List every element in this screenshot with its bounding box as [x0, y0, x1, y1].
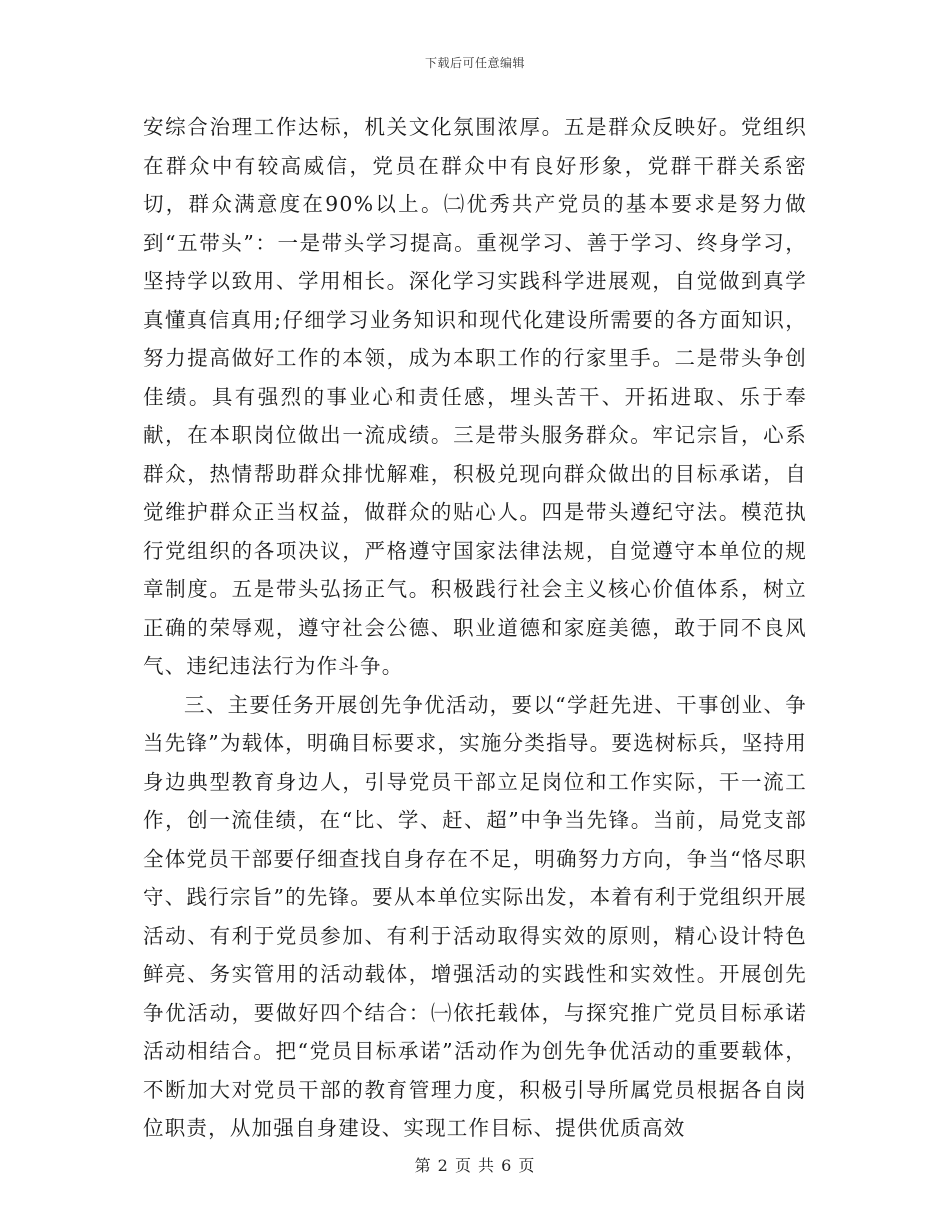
page-header: 下载后可任意编辑 [424, 56, 525, 70]
footer-middle: 页 共 [454, 1156, 496, 1175]
footer-suffix: 页 [518, 1156, 536, 1175]
paragraph-2: 三、主要任务开展创先争优活动，要以“学赶先进、干事创业、争当先锋”为载体，明确目标要求，实施分类指导。要选树标兵，坚持用身边典型教育身边人，引导党员干部立足岗位和工作实际，干一流工作，创一流佳绩，在“比、学、赶、超”中争当先锋。当前，局党支部全体党员干部要仔细查找自身存在不足，明确努力方向，争当“恪尽职守、践行宗旨”的先锋。要从本单位实际出发，本着有利于党组织开展活动、有利于党员参加、有利于活动取得实效的原则，精心设计特色鲜亮、务实管用的活动载体，增强活动的实践性和实效性。开展创先争优活动，要做好四个结合：㈠依托载体，与探究推广党员目标承诺活动相结合。把“党员目标承诺”活动作为创先争优活动的重要载体，不断加大对党员干部的教育管理力度，积极引导所属党员根据各自岗位职责，从加强自身建设、实现工作目标、提供优质高效 [143, 692, 807, 1140]
footer-total-pages: 6 [501, 1156, 513, 1175]
page-footer [0, 1153, 950, 1176]
document-body [143, 108, 807, 1148]
footer-current-page: 2 [437, 1156, 449, 1175]
footer-prefix: 第 [414, 1156, 432, 1175]
paragraph-1: 安综合治理工作达标，机关文化氛围浓厚。五是群众反映好。党组织在群众中有较高威信，党员在群众中有良好形象，党群干群关系密切，群众满意度在90%以上。㈡优秀共产党员的基本要求是努力做到“五带头”：一是带头学习提高。重视学习、善于学习、终身学习，坚持学以致用、学用相长。深化学习实践科学进展观，自觉做到真学真懂真信真用;仔细学习业务知识和现代化建设所需要的各方面知识，努力提高做好工作的本领，成为本职工作的行家里手。二是带头争创佳绩。具有强烈的事业心和责任感，埋头苦干、开拓进取、乐于奉献，在本职岗位做出一流成绩。三是带头服务群众。牢记宗旨，心系群众，热情帮助群众排忧解难，积极兑现向群众做出的目标承诺，自觉维护群众正当权益，做群众的贴心人。四是带头遵纪守法。模范执行党组织的各项决议，严格遵守国家法律法规，自觉遵守本单位的规章制度。五是带头弘扬正气。积极践行社会主义核心价值体系，树立正确的荣辱观，遵守社会公德、职业道德和家庭美德，敢于同不良风气、违纪违法行为作斗争。 [143, 115, 807, 678]
